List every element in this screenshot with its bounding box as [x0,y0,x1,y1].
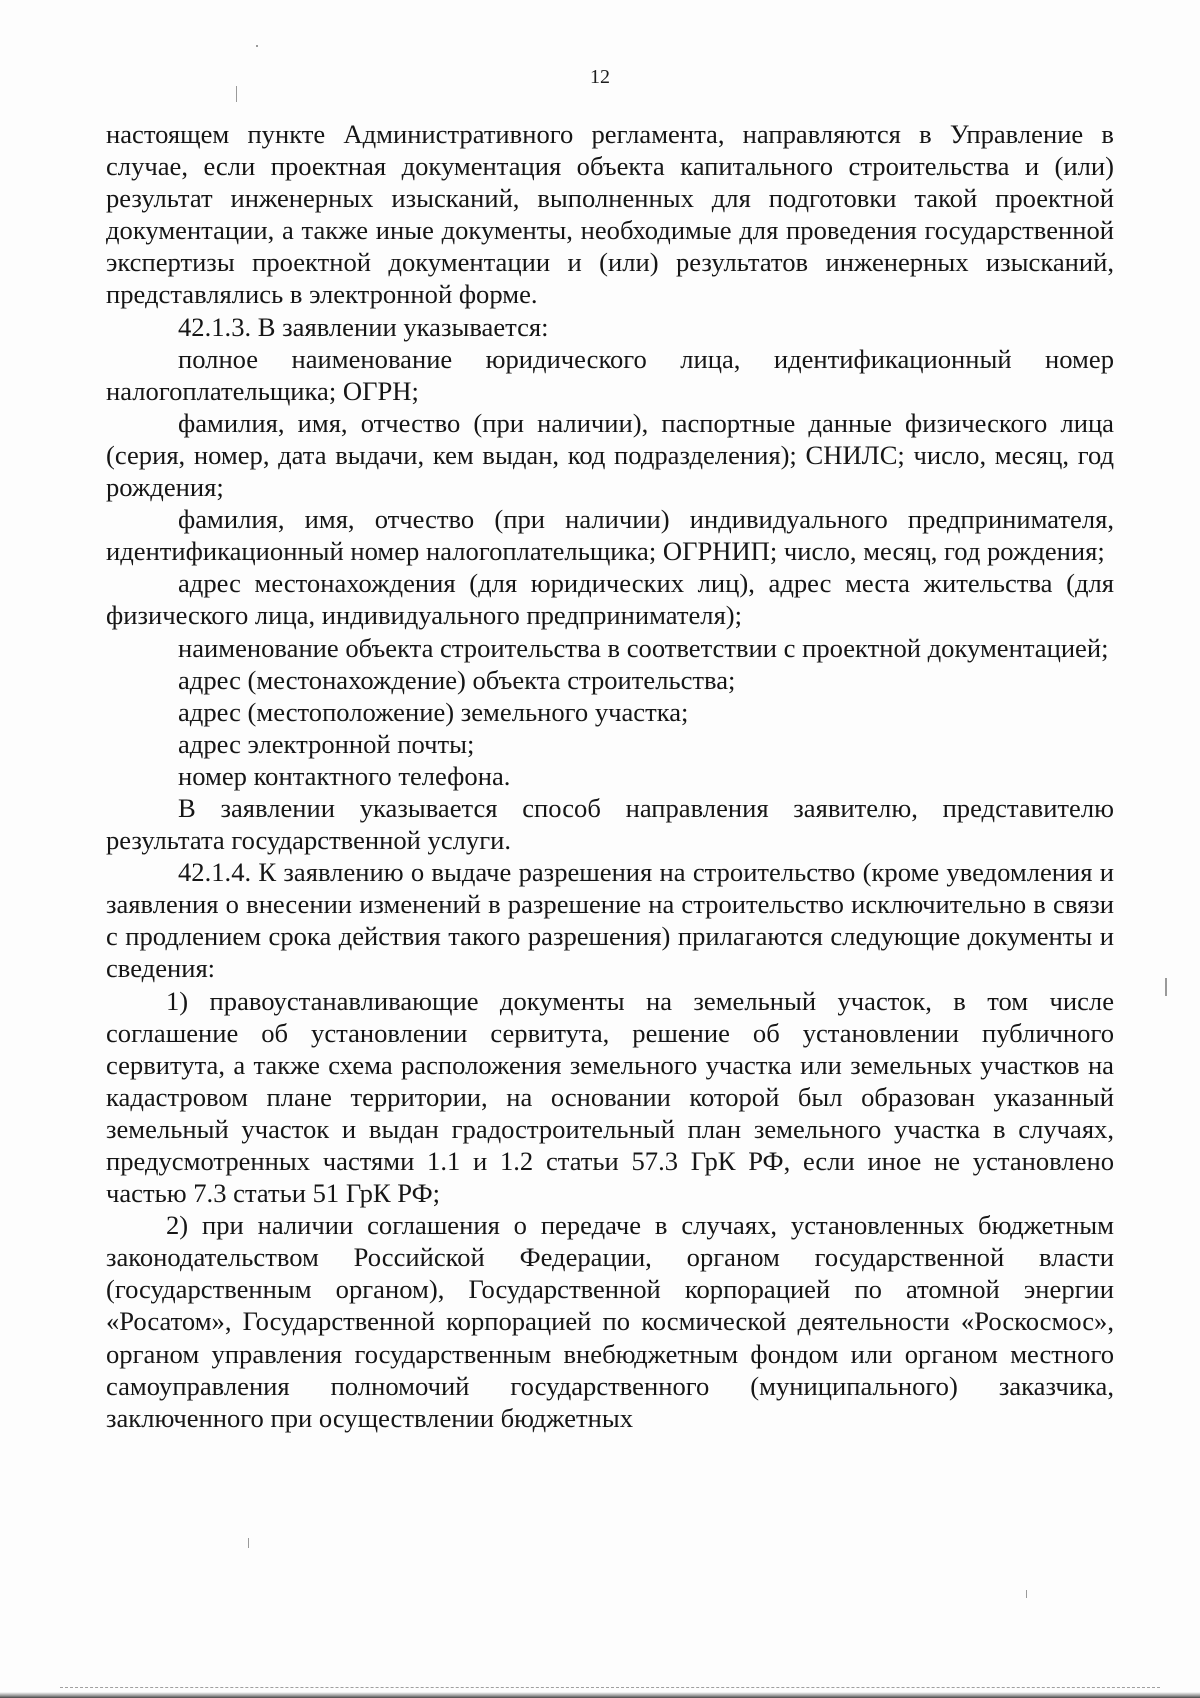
list-item-address: адрес местонахождения (для юридических лиц), адрес места жительства (для физического лица, индивидуального предпринимателя); [106,568,1114,631]
section-heading-42-1-3: 42.1.3. В заявлении указывается: [178,311,549,342]
list-item-entrepreneur: фамилия, имя, отчество (при наличии) индивидуального предпринимателя, идентификационный номер налогоплательщика; ОГРНИП; число, месяц, год рождения; [106,504,1114,567]
scan-artifact-tick [236,86,237,102]
list-item-phone: номер контактного телефона. [178,760,511,791]
scan-artifact-tick [256,45,258,47]
section-heading-42-1-4: 42.1.4. К заявлению о выдаче разрешения на строительство (кроме уведомления и заявления о внесении изменений в разрешение на строительство исключительно в связи с продлением срока действия такого разрешения) прилагаются следующие документы и сведения: [106,857,1114,984]
scan-artifact-edge [0,1692,1200,1698]
scan-artifact-tick [1165,978,1167,996]
list-item-object-name: наименование объекта строительства в соответствии с проектной документацией; [178,632,1109,663]
scan-artifact-tick [1026,1590,1027,1598]
scan-artifact-tick [248,1538,249,1548]
list-item-object-address: адрес (местонахождение) объекта строительства; [178,664,736,695]
list-item-email: адрес электронной почты; [178,728,475,759]
paragraph-delivery-method: В заявлении указывается способ направления заявителю, представителю результата государственной услуги. [106,792,1114,856]
list-item-individual: фамилия, имя, отчество (при наличии), паспортные данные физического лица (серия, номер, дата выдачи, кем выдан, код подразделения); СНИЛС; число, месяц, год рождения; [106,407,1114,503]
paragraph-continuation: настоящем пункте Административного регламента, направляются в Управление в случае, если проектная документация объекта капитального строительства и (или) результат инженерных изысканий, выполненных для подготовки такой проектной документации, а также иные документы, необходимые для проведения государственной экспертизы проектной документации и (или) результатов инженерных изысканий, представлялись в электронной форме. [106,119,1114,310]
scan-artifact-dashes [60,1687,1160,1688]
document-body [106,118,1114,1434]
numbered-item-1: 1) правоустанавливающие документы на земельный участок, в том числе соглашение об установлении сервитута, решение об установлении публичного сервитута, а также схема расположения земельного участка или земельных участков на кадастровом плане территории, на основании которой был образован указанный земельный участок и выдан градостроительный план земельного участка в случаях, предусмотренных частями 1.1 и 1.2 статьи 57.3 ГрК РФ, если иное не установлено частью 7.3 статьи 51 ГрК РФ; [106,985,1114,1209]
list-item-land-address: адрес (местоположение) земельного участка; [178,696,689,727]
page-number: 12 [590,66,610,88]
numbered-item-2: 2) при наличии соглашения о передаче в случаях, установленных бюджетным законодательством Российской Федерации, органом государственной власти (государственным органом), Государственной корпорацией по атомной энергии «Росатом», Государственной корпорацией по космической деятельности «Роскосмос», органом управления государственным внебюджетным фондом или органом местного самоуправления полномочий государственного (муниципального) заказчика, заключенного при осуществлении бюджетных [106,1210,1114,1433]
list-item-legal-entity: полное наименование юридического лица, идентификационный номер налогоплательщика; ОГРН; [106,343,1114,406]
